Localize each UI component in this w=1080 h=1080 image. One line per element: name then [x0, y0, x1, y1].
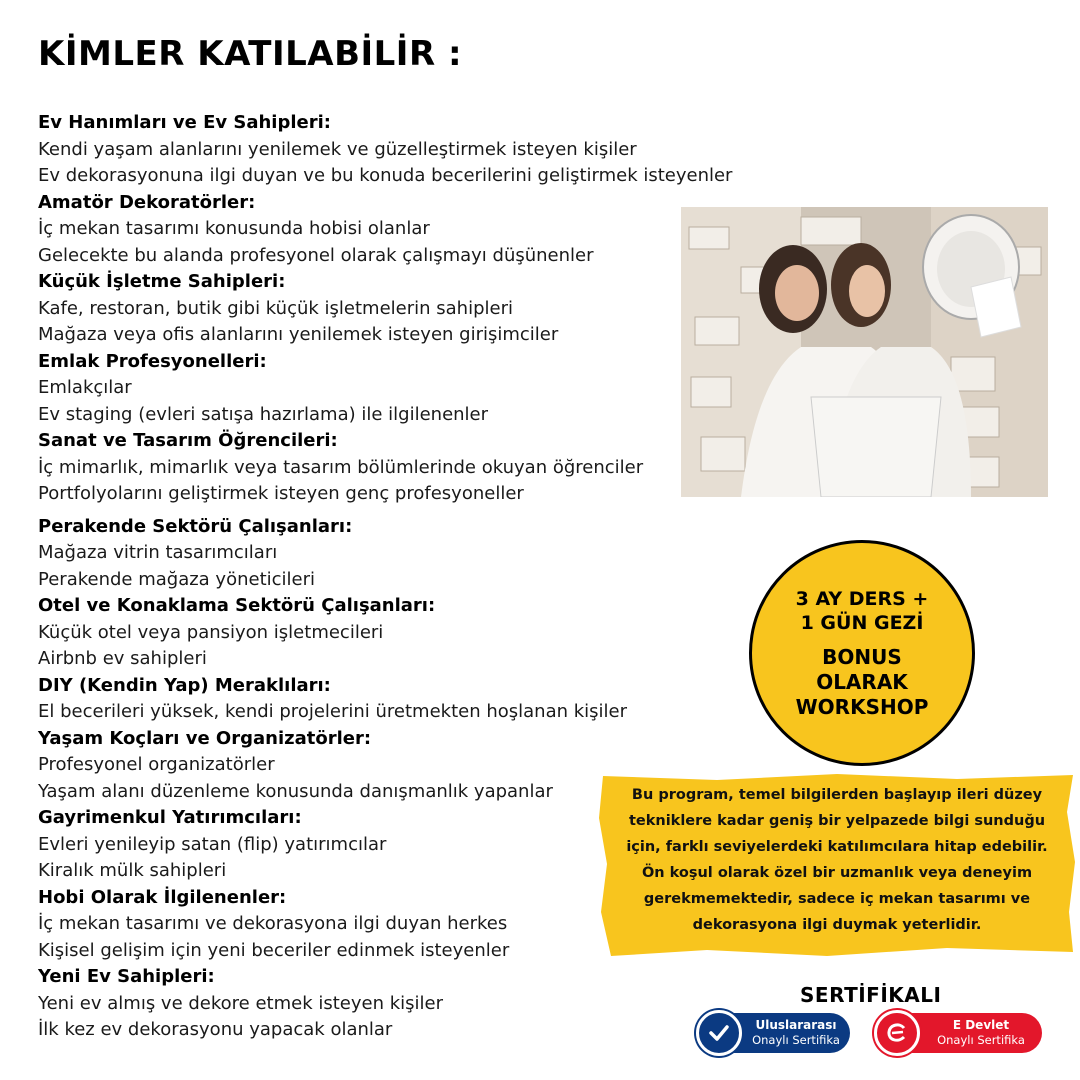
certificate-title: SERTİFİKALI: [800, 983, 942, 1007]
check-icon: [696, 1010, 742, 1056]
bonus-text: BONUS: [822, 644, 902, 669]
group-item: İlk kez ev dekorasyonu yapacak olanlar: [38, 1019, 393, 1040]
hero-photo: [681, 207, 1048, 497]
group-heading: Küçük İşletme Sahipleri:: [38, 271, 286, 292]
group-item: Yaşam alanı düzenleme konusunda danışmanlık yapanlar: [38, 780, 553, 802]
group-heading: Emlak Profesyonelleri:: [38, 350, 267, 372]
group-item: Mağaza veya ofis alanlarını yenilemek isteyen girişimciler: [38, 324, 559, 345]
group-heading: DIY (Kendin Yap) Meraklıları:: [38, 674, 331, 696]
audience-group: [38, 349, 758, 429]
group-item: Kendi yaşam alanlarını yenilemek ve güzelleştirmek isteyen kişiler: [38, 138, 637, 160]
info-note: [597, 772, 1077, 958]
group-item: Profesyonel organizatörler: [38, 754, 275, 775]
group-heading: Perakende Sektörü Çalışanları:: [38, 515, 353, 537]
group-item: Gelecekte bu alanda profesyonel olarak çalışmayı düşünenler: [38, 244, 594, 266]
group-item: Ev dekorasyonuna ilgi duyan ve bu konuda becerilerini geliştirmek isteyenler: [38, 165, 733, 186]
duration-text: 3 AY DERS +: [795, 587, 929, 610]
audience-group: [38, 964, 758, 1044]
badge1-line2: Onaylı Sertifika: [752, 1033, 840, 1047]
group-heading: Hobi Olarak İlgilenenler:: [38, 886, 287, 908]
trip-text: 1 GÜN GEZİ: [800, 611, 924, 634]
group-item: İç mekan tasarımı ve dekorasyona ilgi duyan herkes: [38, 913, 508, 934]
group-heading: Otel ve Konaklama Sektörü Çalışanları:: [38, 595, 436, 616]
audience-group: [38, 190, 758, 270]
group-item: Evleri yenileyip satan (flip) yatırımcılar: [38, 833, 387, 855]
audience-group: [38, 110, 758, 190]
page-title: KİMLER KATILABİLİR :: [38, 34, 463, 74]
group-item: Ev staging (evleri satışa hazırlama) ile ilgilenenler: [38, 403, 489, 425]
group-item: Kiralık mülk sahipleri: [38, 860, 227, 881]
group-item: Yeni ev almış ve dekore etmek isteyen kişiler: [38, 992, 443, 1014]
badge1-line1: Uluslararası: [755, 1018, 837, 1032]
workshop-text: WORKSHOP: [795, 694, 929, 719]
group-item: İç mimarlık, mimarlık veya tasarım bölümlerinde okuyan öğrenciler: [38, 456, 644, 478]
audience-group: [38, 514, 758, 594]
badge2-line1: E Devlet: [952, 1018, 1010, 1032]
edevlet-logo-icon: [874, 1010, 920, 1056]
bonus-text-2: OLARAK: [816, 669, 908, 694]
audience-group: [38, 269, 758, 349]
group-item: Kişisel gelişim için yeni beceriler edinmek isteyenler: [38, 939, 510, 961]
program-highlight-badge: [749, 540, 975, 766]
group-item: Mağaza vitrin tasarımcıları: [38, 542, 278, 563]
group-item: Küçük otel veya pansiyon işletmecileri: [38, 621, 384, 643]
group-heading: Yeni Ev Sahipleri:: [38, 966, 215, 987]
group-heading: Yaşam Koçları ve Organizatörler:: [38, 727, 372, 749]
badge2-line2: Onaylı Sertifika: [937, 1033, 1025, 1047]
international-certificate-badge: [700, 1013, 850, 1053]
group-item: Emlakçılar: [38, 377, 132, 398]
group-item: Airbnb ev sahipleri: [38, 648, 207, 669]
group-item: Kafe, restoran, butik gibi küçük işletmelerin sahipleri: [38, 297, 513, 319]
group-item: El becerileri yüksek, kendi projelerini üretmekten hoşlanan kişiler: [38, 701, 628, 722]
group-heading: Sanat ve Tasarım Öğrencileri:: [38, 430, 338, 451]
group-item: Perakende mağaza yöneticileri: [38, 568, 316, 590]
edevlet-certificate-badge: [878, 1013, 1042, 1053]
audience-group: [38, 593, 758, 673]
group-item: Portfolyolarını geliştirmek isteyen genç profesyoneller: [38, 483, 524, 504]
info-note-text: Bu program, temel bilgilerden başlayıp ileri düzey tekniklere kadar geniş bir yelpazede bilgi sunduğu için, farklı seviyelerdeki katılımcılara hitap edebilir. Ön koşul olarak özel bir uzmanlık veya deneyim gerekmemektedir, sadece iç mekan tasarımı ve dekorasyona ilgi duymak yeterlidir.: [626, 787, 1048, 933]
group-heading: Amatör Dekoratörler:: [38, 191, 256, 213]
audience-group: [38, 428, 758, 508]
group-item: İç mekan tasarımı konusunda hobisi olanlar: [38, 218, 430, 239]
group-heading: Ev Hanımları ve Ev Sahipleri:: [38, 112, 331, 133]
group-heading: Gayrimenkul Yatırımcıları:: [38, 807, 302, 828]
audience-group: [38, 673, 758, 726]
